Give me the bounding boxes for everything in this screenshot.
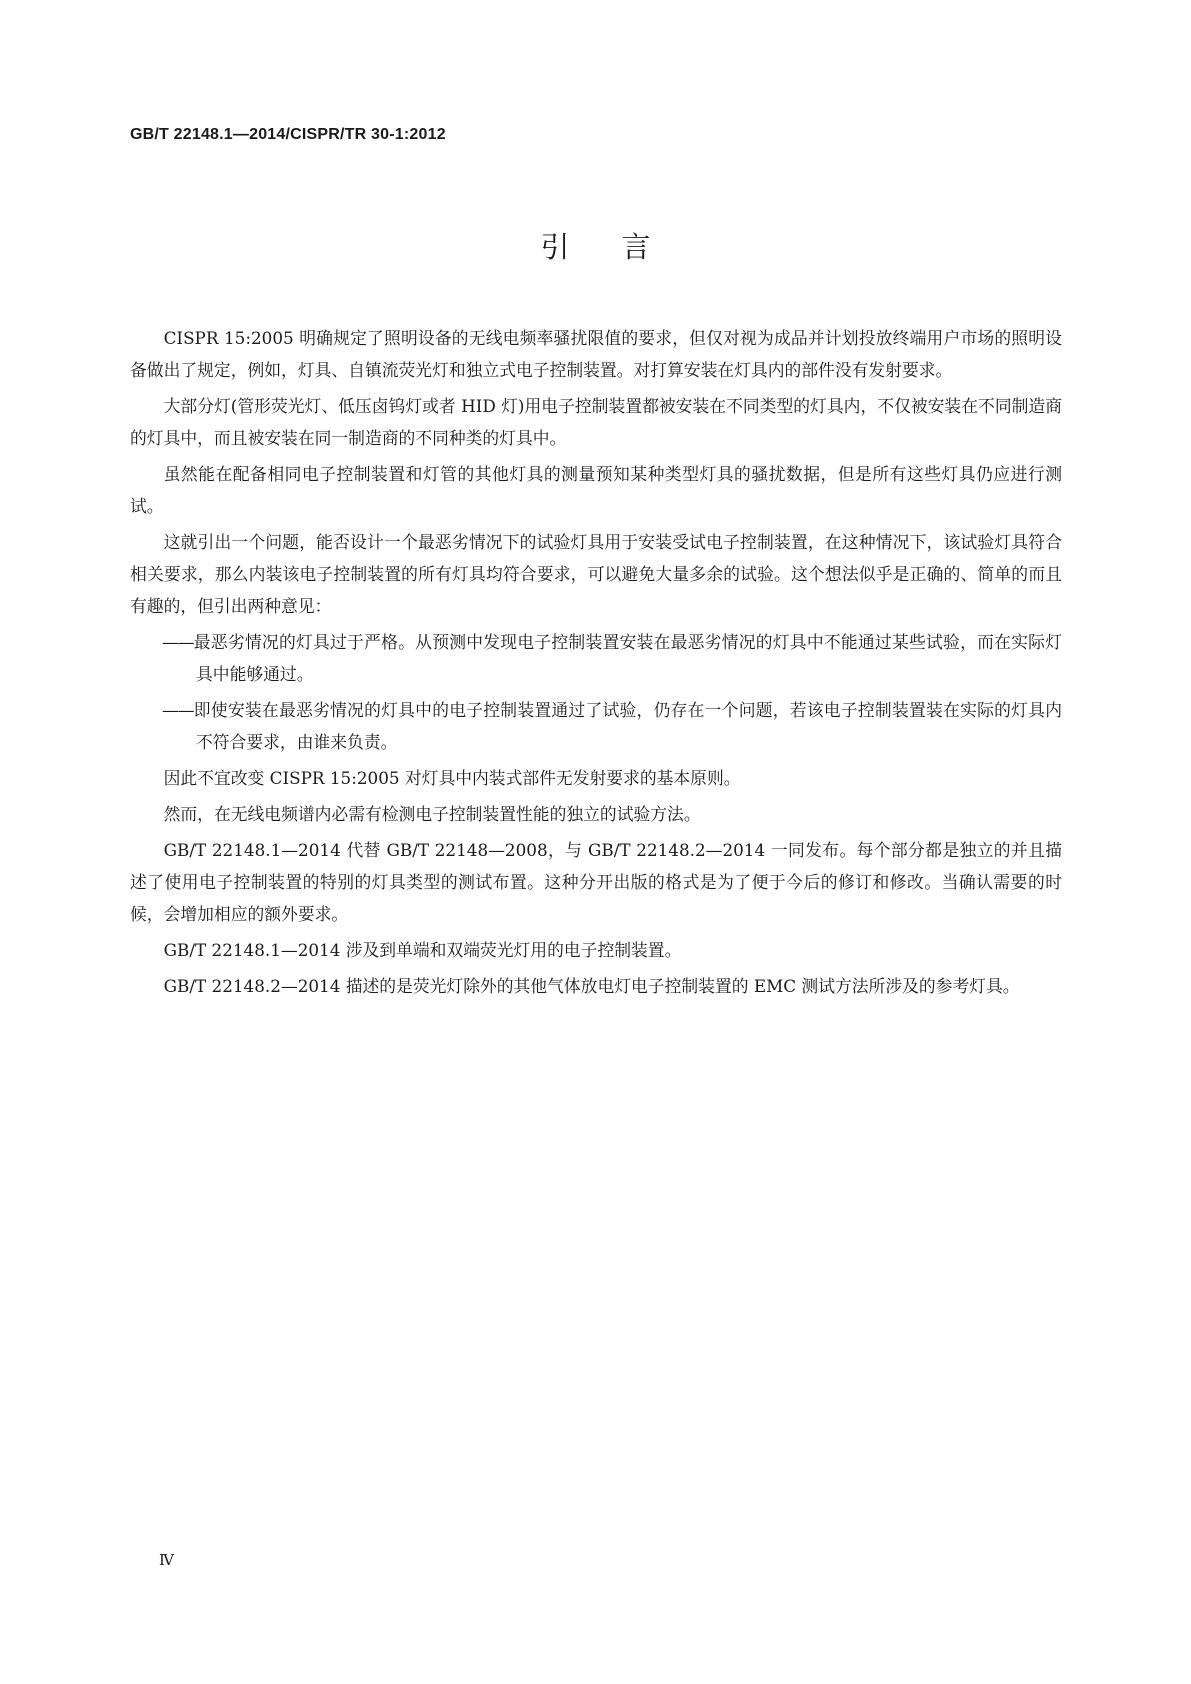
page-number: Ⅳ [159,1551,174,1569]
paragraph: 因此不宜改变 CISPR 15:2005 对灯具中内装式部件无发射要求的基本原则。 [163,768,741,788]
body-content [130,322,1062,1006]
dash-marker: —— [162,700,194,720]
paragraph: 这就引出一个问题，能否设计一个最恶劣情况下的试验灯具用于安装受试电子控制装置，在这种情况下，该试验灯具符合相关要求，那么内装该电子控制装置的所有灯具均符合要求，可以避免大量多余的试验。这个想法似乎是正确的、简单的而且有趣的，但引出两种意见： [130,532,1062,616]
document-header-id: GB/T 22148.1—2014/CISPR/TR 30-1:2012 [130,126,446,143]
paragraph: 虽然能在配备相同电子控制装置和灯管的其他灯具的测量预知某种类型灯具的骚扰数据，但是所有这些灯具仍应进行测试。 [130,464,1062,516]
dash-item-text: 即使安装在最恶劣情况的灯具中的电子控制装置通过了试验，仍存在一个问题，若该电子控制装置装在实际的灯具内不符合要求，由谁来负责。 [193,700,1062,752]
paragraph: CISPR 15:2005 明确规定了照明设备的无线电频率骚扰限值的要求，但仅对视为成品并计划投放终端用户市场的照明设备做出了规定，例如，灯具、自镇流荧光灯和独立式电子控制装置。对打算安装在灯具内的部件没有发射要求。 [130,328,1062,380]
paragraph: 大部分灯(管形荧光灯、低压卤钨灯或者 HID 灯)用电子控制装置都被安装在不同类型的灯具内，不仅被安装在不同制造商的灯具中，而且被安装在同一制造商的不同种类的灯具中。 [130,396,1062,448]
paragraph: GB/T 22148.2—2014 描述的是荧光灯除外的其他气体放电灯电子控制装置的 EMC 测试方法所涉及的参考灯具。 [163,976,1020,996]
dash-list-item [130,694,1062,758]
dash-marker: —— [162,632,194,652]
paragraph: GB/T 22148.1—2014 代替 GB/T 22148—2008，与 GB/T 22148.2—2014 一同发布。每个部分都是独立的并且描述了使用电子控制装置的特别的灯具类型的测试布置。这种分开出版的格式是为了便于今后的修订和修改。当确认需要的时候，会增加相应的额外要求。 [130,840,1062,924]
dash-list-item [130,626,1062,690]
dash-item-text: 最恶劣情况的灯具过于严格。从预测中发现电子控制装置安装在最恶劣情况的灯具中不能通过某些试验，而在实际灯具中能够通过。 [193,632,1062,684]
paragraph: 然而，在无线电频谱内必需有检测电子控制装置性能的独立的试验方法。 [163,804,701,824]
page-title: 引言 [540,230,703,264]
paragraph: GB/T 22148.1—2014 涉及到单端和双端荧光灯用的电子控制装置。 [163,940,682,960]
